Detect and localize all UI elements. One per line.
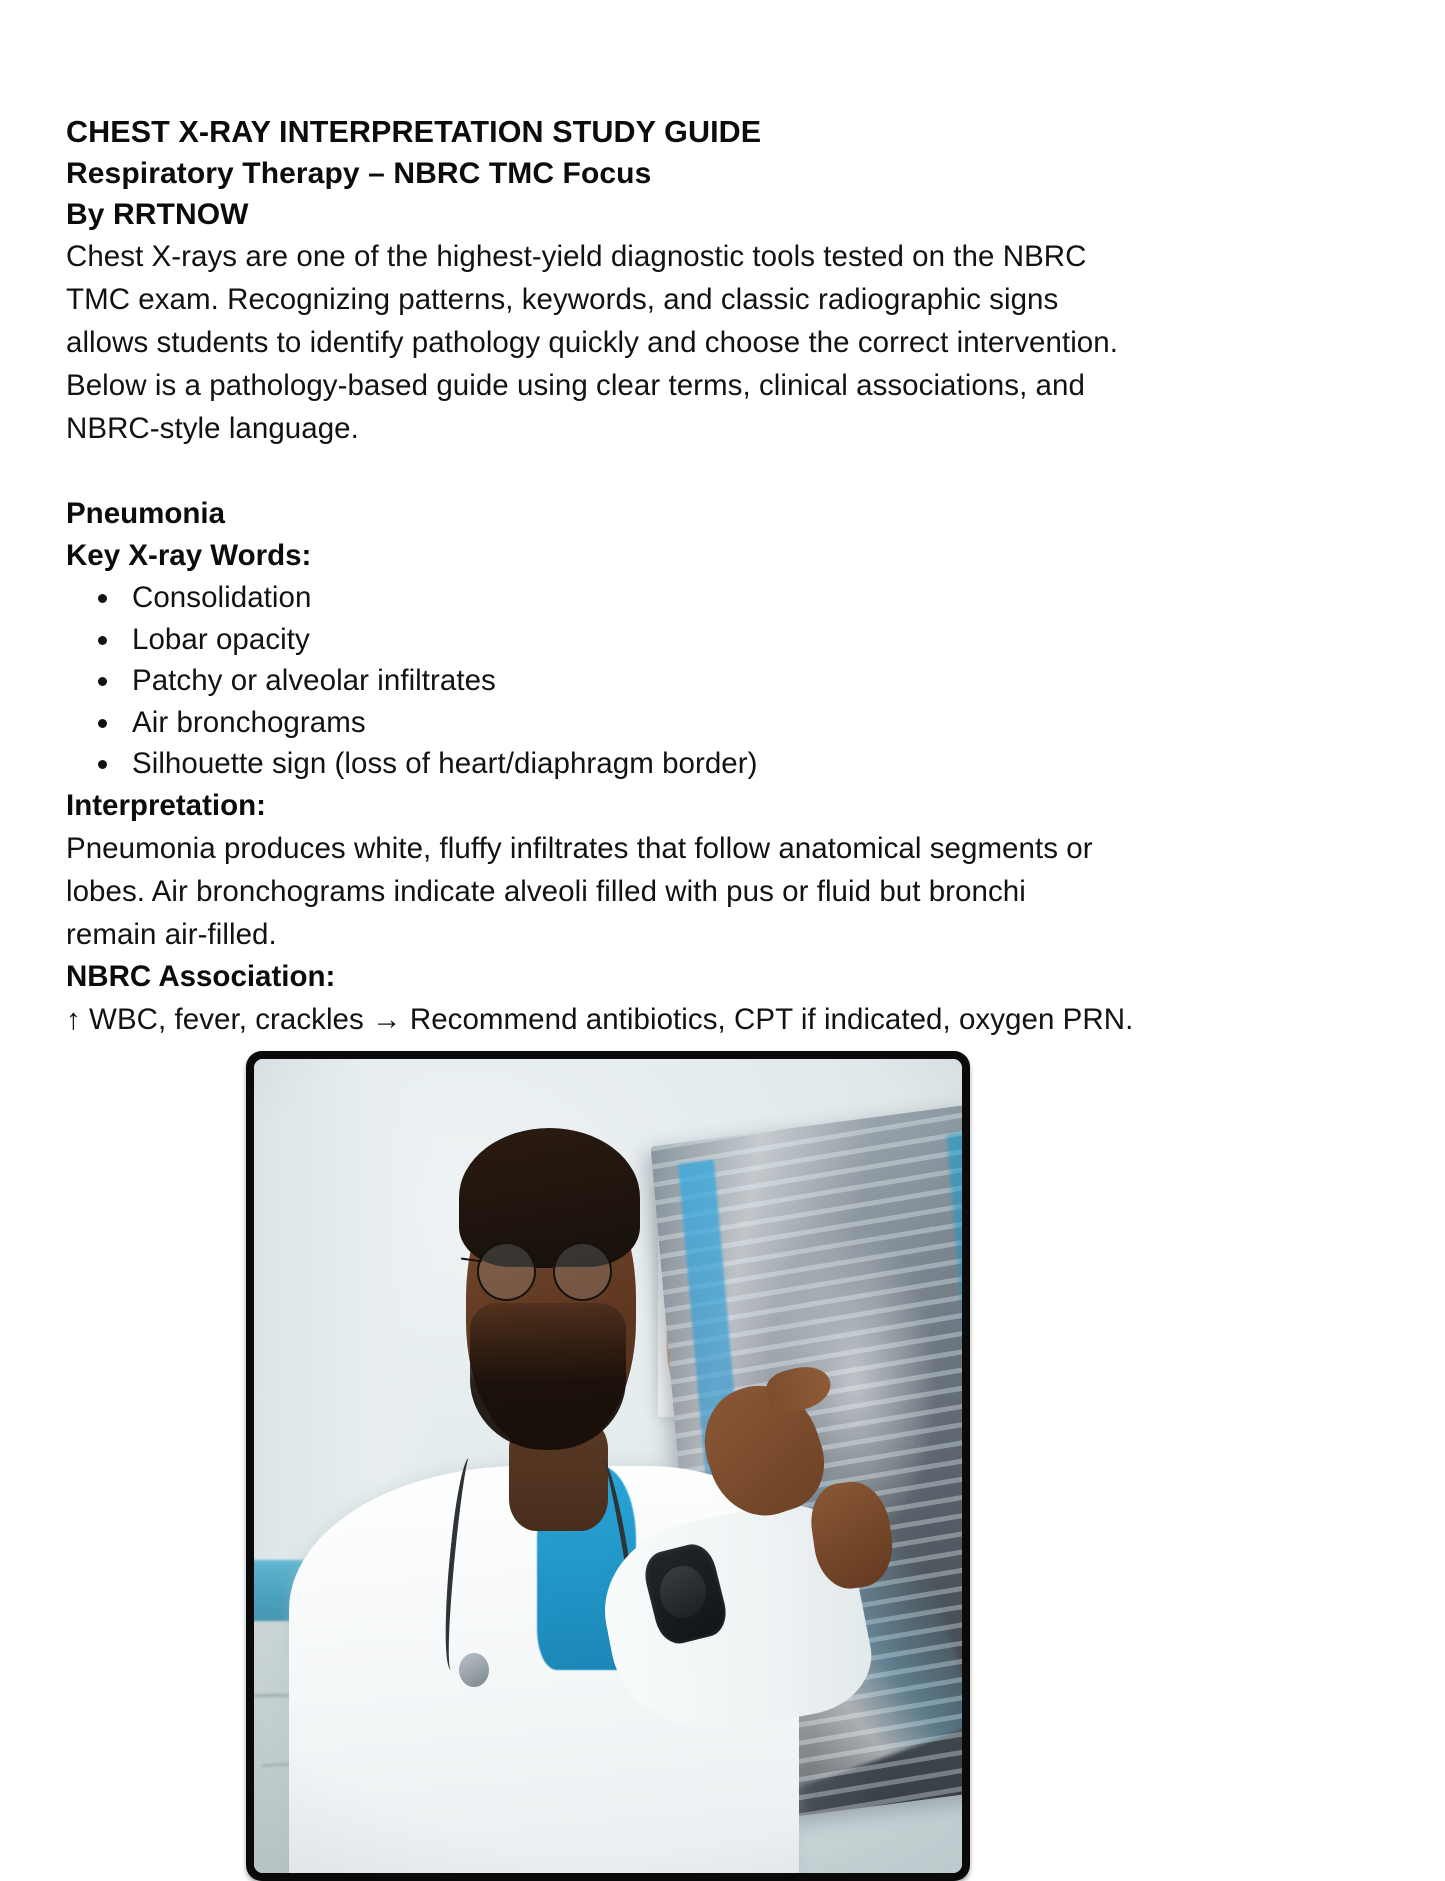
key-xray-words-list [66, 577, 1381, 785]
list-item-label: Silhouette sign (loss of heart/diaphragm border) [132, 747, 758, 780]
list-item [84, 577, 1381, 619]
list-item [84, 619, 1381, 661]
list-item [84, 702, 1381, 744]
list-item-label: Lobar opacity [132, 622, 310, 656]
bullet-icon [98, 719, 107, 728]
list-item [84, 743, 1381, 785]
wristwatch-face [660, 1566, 705, 1618]
clinic-photo [254, 1059, 962, 1873]
list-item-label: Consolidation [132, 581, 312, 614]
paragraph-spacer [66, 450, 1381, 493]
section-heading-pneumonia: Pneumonia [66, 497, 225, 530]
photo-container [246, 1051, 970, 1881]
photo-frame [246, 1051, 970, 1881]
eyeglasses-bridge [536, 1266, 554, 1268]
index-finger [763, 1361, 835, 1417]
intro-paragraph: Chest X-rays are one of the highest-yield diagnostic tools tested on the NBRC TMC exam. Recognizing patterns, keywords, and classic radiographic signs allows students to identify pathology quickly and choose the correct intervention. Below is a pathology-based guide using clear terms, clinical associations, and NBRC-style language. [66, 240, 1118, 445]
nbrc-association-paragraph: ↑ WBC, fever, crackles → Recommend antibiotics, CPT if indicated, oxygen PRN. [66, 1002, 1134, 1036]
list-item-label: Patchy or alveolar infiltrates [132, 664, 496, 697]
nbrc-association-label: NBRC Association: [66, 959, 336, 993]
doctor-figure [254, 1059, 962, 1873]
interpretation-label: Interpretation: [66, 788, 266, 822]
document-subtitle: Respiratory Therapy – NBRC TMC Focus [66, 157, 652, 190]
list-item-label: Air bronchograms [132, 705, 366, 739]
key-xray-words-label: Key X-ray Words: [66, 539, 312, 572]
bullet-icon [98, 636, 107, 645]
hair [459, 1128, 640, 1266]
beard [470, 1303, 626, 1450]
page-title: CHEST X-RAY INTERPRETATION STUDY GUIDE [66, 115, 762, 149]
eyeglasses-left-lens [477, 1242, 536, 1301]
interpretation-paragraph: Pneumonia produces white, fluffy infiltrates that follow anatomical segments or lobes. Air bronchograms indicate alveoli filled with pus or fluid but bronchi remain air-filled. [66, 831, 1093, 951]
bullet-icon [98, 594, 107, 603]
bullet-icon [98, 677, 107, 686]
eyeglasses-right-lens [553, 1242, 612, 1301]
document-author: By RRTNOW [66, 198, 249, 231]
bullet-icon [98, 760, 107, 769]
list-item [84, 660, 1381, 702]
